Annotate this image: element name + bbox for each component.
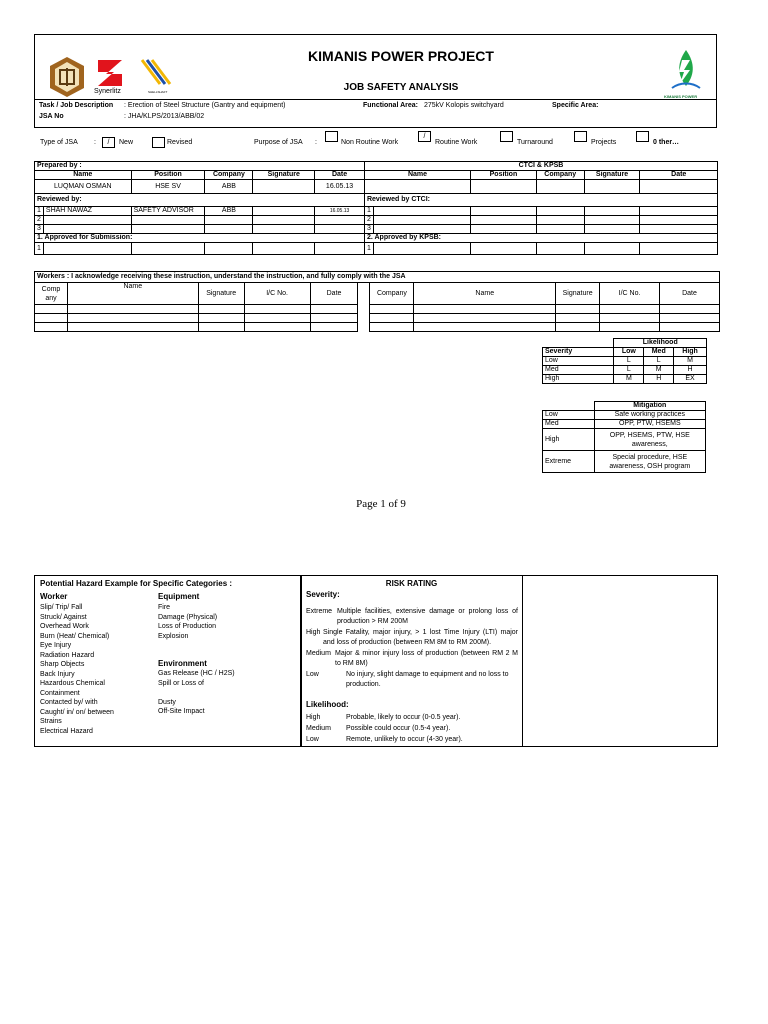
likelihood-matrix bbox=[542, 338, 707, 384]
functional-area-value: 275kV Kolopis switchyard bbox=[424, 102, 504, 109]
kpsb-row-number: 1 bbox=[364, 243, 373, 255]
ctci-col-position: Position bbox=[471, 171, 537, 180]
projects-label: Projects bbox=[591, 139, 617, 146]
signoff-table bbox=[34, 161, 718, 255]
likelihood-row bbox=[306, 723, 463, 734]
shellshaft-logo-text: SHELLSHAFT bbox=[148, 90, 168, 94]
workers-ack-label: Workers : I acknowledge receiving these instruction, understand the instruction, and fully comply with the JSA bbox=[35, 272, 720, 283]
synerlitz-logo-text: Synerlitz bbox=[94, 88, 121, 95]
prepared-position: HSE SV bbox=[131, 180, 205, 194]
worker-hazard-item: Burn (Heat/ Chemical) bbox=[40, 632, 110, 640]
jsa-type-colon: : bbox=[94, 139, 96, 146]
jsa-no-label: JSA No bbox=[39, 113, 64, 120]
matrix-row bbox=[543, 366, 707, 375]
col-date: Date bbox=[315, 171, 365, 180]
mitigation-table bbox=[542, 401, 706, 473]
environment-hazard-item bbox=[158, 688, 235, 698]
worker-hazard-item: Hazardous Chemical bbox=[40, 680, 105, 687]
matrix-cell: M bbox=[644, 366, 674, 375]
non-routine-label: Non Routine Work bbox=[341, 139, 399, 146]
severity-desc: Multiple facilities, extensive damage or prolong loss of production > RM 200M bbox=[337, 608, 518, 625]
equipment-hazard-item: Explosion bbox=[158, 632, 189, 640]
worker-hazard-item: Slip/ Trip/ Fall bbox=[40, 604, 83, 611]
risk-divider bbox=[522, 575, 523, 747]
worker-hazard-item: Sharp Objects bbox=[40, 661, 85, 668]
matrix-cell: H bbox=[644, 375, 674, 384]
environment-hazard-item: Gas Release (HC / H2S) bbox=[158, 670, 235, 677]
hazard-title: Potential Hazard Example for Specific Categories : bbox=[40, 579, 233, 588]
severity-row bbox=[306, 670, 518, 689]
reviewed-row bbox=[35, 225, 718, 234]
worker-hazard-item: Electrical Hazard bbox=[40, 727, 93, 735]
prepared-signature[interactable] bbox=[253, 180, 315, 194]
likelihood-col-med: Med bbox=[644, 348, 674, 357]
worker-hazard-item: Contacted by/ with bbox=[40, 699, 98, 706]
severity-list bbox=[306, 607, 518, 689]
mitigation-row bbox=[543, 411, 706, 420]
severity-label: Severity bbox=[543, 348, 614, 357]
workers-row[interactable] bbox=[35, 305, 720, 314]
environment-hazard-item: Dusty bbox=[158, 698, 176, 706]
jsa-no-value: : JHA/KLPS/2013/ABB/02 bbox=[124, 113, 205, 120]
prepared-company: ABB bbox=[205, 180, 253, 194]
likelihood-desc: Possible could occur (0.5-4 year). bbox=[346, 725, 451, 732]
worker-hazard-item: Strains bbox=[40, 718, 62, 725]
task-label: Task / Job Description bbox=[39, 102, 114, 109]
specific-area-label: Specific Area: bbox=[552, 102, 599, 109]
col-name: Name bbox=[35, 171, 132, 180]
mitigation-level: High bbox=[543, 429, 595, 451]
workers-right-col-name: Name bbox=[414, 283, 556, 305]
task-value: : Erection of Steel Structure (Gantry and equipment) bbox=[124, 102, 286, 109]
jsa-type-label: Type of JSA bbox=[40, 139, 78, 146]
reviewed-position: SAFETY ADVISOR bbox=[131, 207, 205, 216]
worker-title: Worker bbox=[40, 592, 68, 601]
ctci-col-name: Name bbox=[364, 171, 470, 180]
reviewed-row-number: 2 bbox=[35, 216, 44, 225]
mitigation-value: Safe working practices bbox=[594, 411, 705, 420]
prepared-date: 16.05.13 bbox=[315, 180, 365, 194]
col-signature: Signature bbox=[253, 171, 315, 180]
workers-col-signature: Signature bbox=[198, 283, 244, 305]
reviewed-company: ABB bbox=[205, 207, 253, 216]
likelihood-desc: Probable, likely to occur (0-0.5 year). bbox=[346, 714, 461, 721]
header-divider bbox=[34, 99, 717, 100]
likelihood-level: High bbox=[306, 714, 321, 721]
col-position: Position bbox=[131, 171, 205, 180]
revised-label: Revised bbox=[167, 139, 193, 146]
mitigation-level: Med bbox=[543, 420, 595, 429]
equipment-hazard-item: Loss of Production bbox=[158, 623, 216, 630]
routine-label: Routine Work bbox=[435, 139, 478, 146]
approved-row-number: 1 bbox=[35, 243, 44, 255]
severity-level: High bbox=[306, 629, 321, 636]
non-routine-checkbox[interactable] bbox=[325, 131, 338, 142]
matrix-row bbox=[543, 357, 707, 366]
mitigation-value: OPP, HSEMS, PTW, HSE awareness, bbox=[594, 429, 705, 451]
reviewed-name: SHAH NAWAZ bbox=[43, 207, 131, 216]
workers-col-date: Date bbox=[310, 283, 358, 305]
worker-hazard-item: Struck/ Against bbox=[40, 613, 87, 621]
ctci-reviewed-row-number: 2 bbox=[364, 216, 373, 225]
severity-row bbox=[306, 607, 518, 626]
equipment-hazard-item: Fire bbox=[158, 604, 171, 611]
environment-hazard-item: Spill or Loss of bbox=[158, 679, 204, 687]
reviewed-by-label: Reviewed by: bbox=[35, 194, 365, 207]
severity-level: Low bbox=[306, 671, 319, 678]
severity-level: Extreme bbox=[306, 608, 333, 615]
mitigation-level: Low bbox=[543, 411, 595, 420]
severity-row bbox=[306, 628, 518, 647]
new-label: New bbox=[119, 139, 134, 146]
worker-hazard-item: Overhead Work bbox=[40, 623, 89, 630]
reviewed-row-number: 3 bbox=[35, 225, 44, 234]
matrix-row-label: Med bbox=[543, 366, 614, 375]
worker-hazard-item: Back Injury bbox=[40, 670, 75, 678]
worker-hazard-list bbox=[40, 603, 155, 736]
ctci-col-company: Company bbox=[536, 171, 584, 180]
severity-level: Medium bbox=[306, 650, 331, 657]
matrix-row bbox=[543, 375, 707, 384]
routine-checkbox[interactable]: / bbox=[418, 131, 431, 142]
workers-right-col-company: Company bbox=[370, 283, 414, 305]
reviewed-signature[interactable] bbox=[253, 207, 315, 216]
ctci-reviewed-row-number: 1 bbox=[364, 207, 373, 216]
likelihood-title: Likelihood bbox=[614, 339, 707, 348]
matrix-cell: H bbox=[674, 366, 707, 375]
workers-col-ic: I/C No. bbox=[244, 283, 310, 305]
matrix-cell: L bbox=[614, 366, 644, 375]
worker-hazard-item: Radiation Hazard bbox=[40, 651, 95, 659]
prepared-by-label: Prepared by : bbox=[35, 162, 365, 171]
likelihood-level: Low bbox=[306, 736, 319, 743]
prepared-name: LUQMAN OSMAN bbox=[35, 180, 132, 194]
workers-right-col-signature: Signature bbox=[556, 283, 600, 305]
mitigation-title: Mitigation bbox=[594, 402, 705, 411]
matrix-cell: L bbox=[644, 357, 674, 366]
likelihood-list bbox=[306, 712, 463, 745]
matrix-cell: L bbox=[614, 357, 644, 366]
severity-desc: No injury, slight damage to equipment and no loss to production. bbox=[346, 671, 509, 688]
environment-title: Environment bbox=[158, 659, 207, 668]
severity-desc: Major & minor injury loss of production (between RM 2 M to RM 8M) bbox=[335, 650, 518, 667]
matrix-row-label: Low bbox=[543, 357, 614, 366]
environment-hazard-list bbox=[158, 669, 235, 717]
likelihood-title-text: Likelihood: bbox=[306, 700, 349, 709]
workers-row[interactable] bbox=[35, 314, 720, 323]
worker-hazard-item: Eye Injury bbox=[40, 642, 72, 649]
severity-title: Severity: bbox=[306, 590, 340, 599]
approved-kpsb-label: 2. Approved by KPSB: bbox=[364, 234, 717, 243]
equipment-hazard-item: Damage (Physical) bbox=[158, 613, 218, 621]
workers-right-col-date: Date bbox=[660, 283, 720, 305]
turnaround-label: Turnaround bbox=[517, 139, 553, 146]
ctci-reviewed-row-number: 3 bbox=[364, 225, 373, 234]
likelihood-row bbox=[306, 712, 463, 723]
revised-checkbox[interactable] bbox=[152, 137, 165, 148]
likelihood-level: Medium bbox=[306, 725, 331, 732]
col-company: Company bbox=[205, 171, 253, 180]
approved-submission-label: 1. Approved for Submission: bbox=[35, 234, 365, 243]
likelihood-row bbox=[306, 734, 463, 745]
matrix-cell: EX bbox=[674, 375, 707, 384]
page-number: Page 1 of 9 bbox=[356, 498, 406, 510]
page-subtitle: JOB SAFETY ANALYSIS bbox=[343, 82, 459, 93]
mitigation-value: Special procedure, HSE awareness, OSH program bbox=[594, 451, 705, 473]
likelihood-col-high: High bbox=[674, 348, 707, 357]
ctci-kpsb-label: CTCI & KPSB bbox=[364, 162, 717, 171]
severity-desc: Single Fatality, major injury, > 1 lost Time Injury (LTI) major and loss of production (between RM 8M to RM 200M). bbox=[323, 629, 518, 646]
purpose-colon: : bbox=[315, 139, 317, 146]
mitigation-row bbox=[543, 429, 706, 451]
kimanis-power-logo-text: KIMANIS POWER bbox=[664, 94, 698, 99]
workers-row[interactable] bbox=[35, 323, 720, 332]
reviewed-row-number: 1 bbox=[35, 207, 44, 216]
worker-hazard-item: Containment bbox=[40, 689, 80, 697]
risk-title: RISK RATING bbox=[385, 579, 438, 588]
reviewed-by-ctci-label: Reviewed by CTCI: bbox=[364, 194, 717, 207]
new-checkbox[interactable]: / bbox=[102, 137, 115, 148]
matrix-row-label: High bbox=[543, 375, 614, 384]
workers-col-name: Name bbox=[67, 283, 198, 305]
equipment-hazard-list bbox=[158, 603, 217, 641]
turnaround-checkbox[interactable] bbox=[500, 131, 513, 142]
ctci-col-date: Date bbox=[640, 171, 718, 180]
reviewed-row bbox=[35, 216, 718, 225]
reviewed-row bbox=[35, 207, 718, 216]
worker-hazard-item: Caught/ in/ on/ between bbox=[40, 708, 114, 716]
equipment-title: Equipment bbox=[158, 592, 200, 601]
matrix-cell: M bbox=[614, 375, 644, 384]
mitigation-row bbox=[543, 420, 706, 429]
mitigation-level: Extreme bbox=[543, 451, 595, 473]
workers-right-col-ic: I/C No. bbox=[600, 283, 660, 305]
projects-checkbox[interactable] bbox=[574, 131, 587, 142]
workers-table bbox=[34, 271, 720, 332]
likelihood-desc: Remote, unlikely to occur (4-30 year). bbox=[346, 736, 463, 743]
matrix-cell: M bbox=[674, 357, 707, 366]
environment-hazard-item: Off-Site Impact bbox=[158, 708, 205, 715]
other-checkbox[interactable] bbox=[636, 131, 649, 142]
mitigation-value: OPP, PTW, HSEMS bbox=[594, 420, 705, 429]
functional-area-label: Functional Area: bbox=[363, 102, 418, 109]
workers-col-company: Comp any bbox=[35, 283, 68, 305]
mitigation-row bbox=[543, 451, 706, 473]
page-title: KIMANIS POWER PROJECT bbox=[308, 48, 494, 64]
likelihood-col-low: Low bbox=[614, 348, 644, 357]
ctci-col-signature: Signature bbox=[584, 171, 640, 180]
purpose-label: Purpose of JSA bbox=[254, 139, 303, 146]
other-label: 0 ther… bbox=[653, 139, 680, 146]
reviewed-date: 16.05.13 bbox=[315, 207, 365, 216]
severity-row bbox=[306, 649, 518, 668]
